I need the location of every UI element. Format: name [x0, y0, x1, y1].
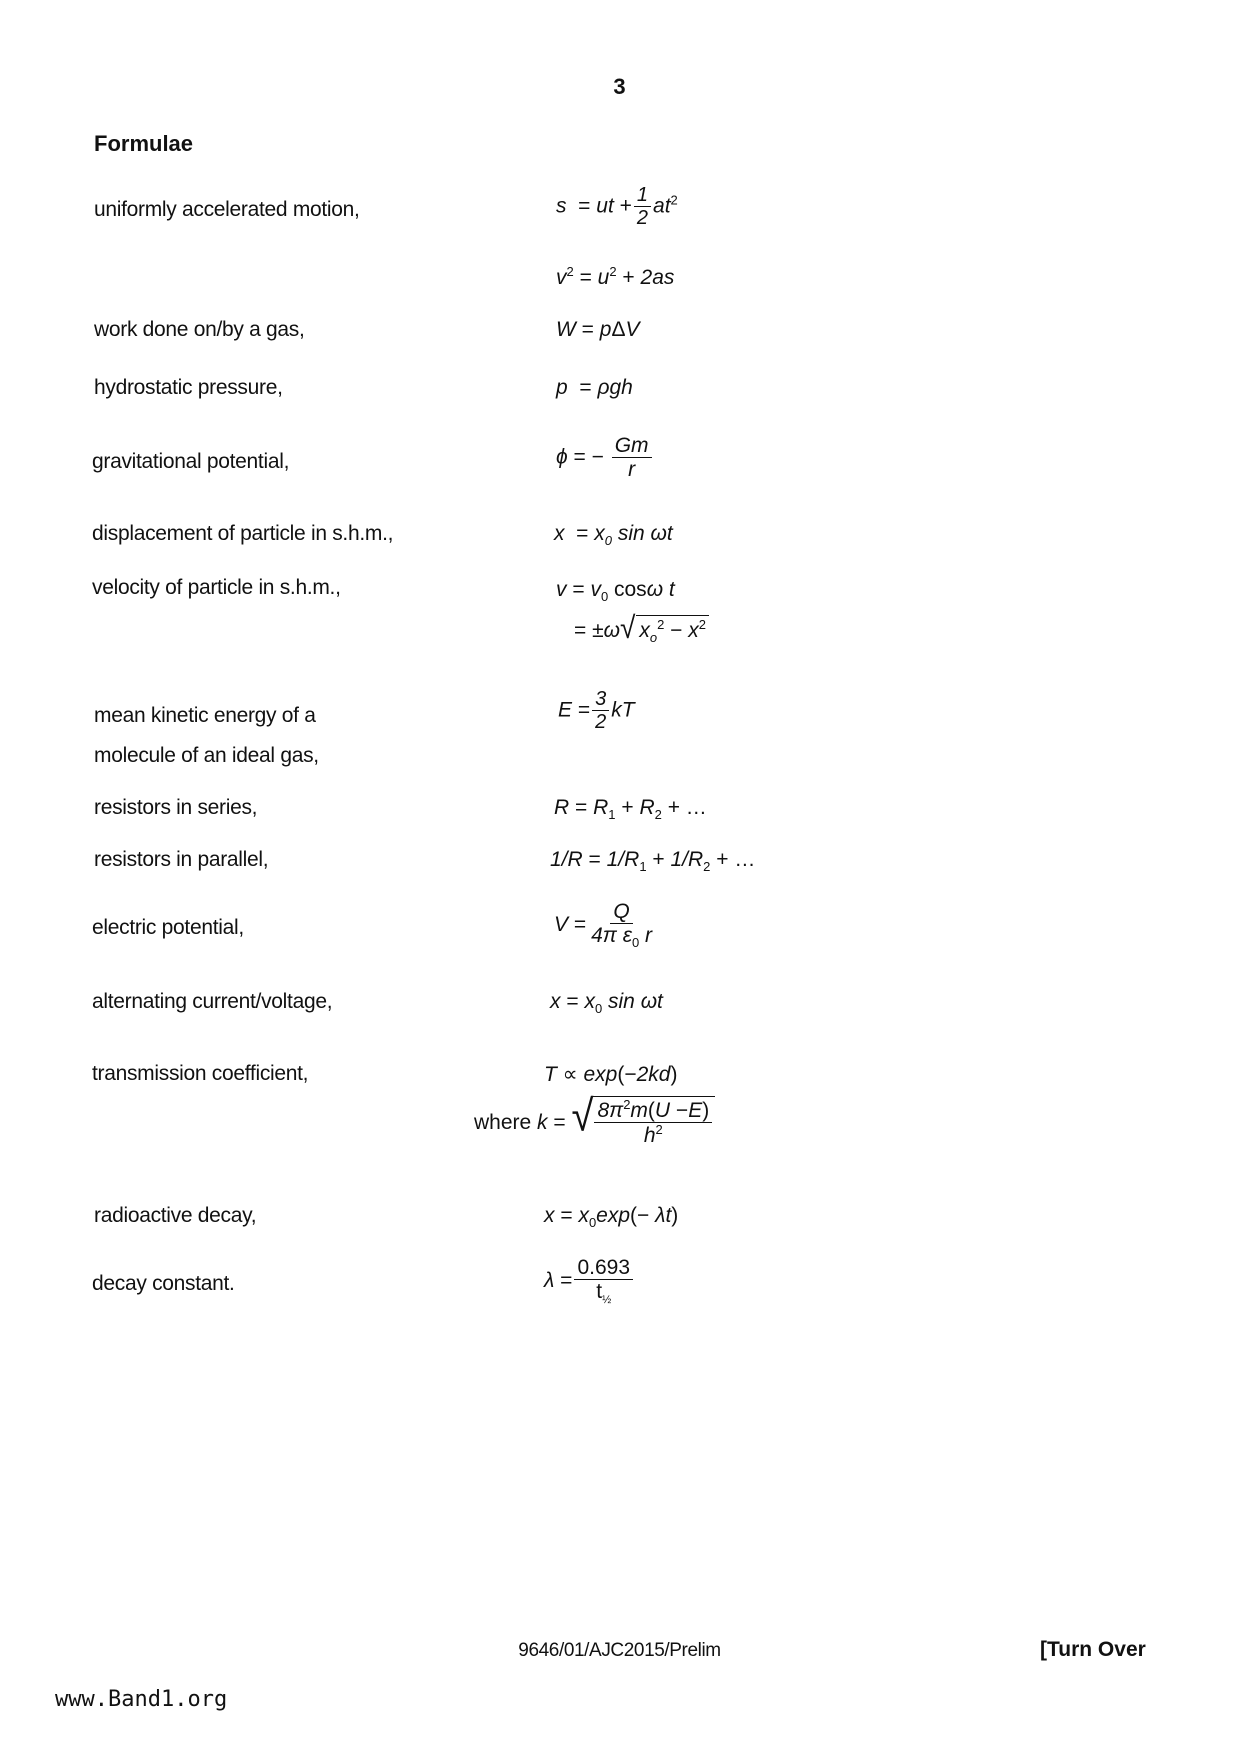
eq-shm-velocity-2: = ±ω√ $x_o^2 - x^2$ [574, 612, 709, 645]
eq-electric-potential: V = $\frac{Q}{4\pi \varepsilon_0 r}$ [554, 900, 653, 951]
eq-velocity-squared: $v^2 = u^2 + 2as$ [556, 264, 675, 289]
label-transmission: transmission coefficient, [92, 1062, 309, 1085]
label-mean-ke-1: mean kinetic energy of a [94, 704, 316, 727]
eq-mean-ke: E = $\frac{3}{2}$ kT [558, 688, 635, 733]
eq-hydrostatic: p = ρgh [556, 376, 633, 399]
label-grav-potential: gravitational potential, [92, 450, 290, 473]
eq-shm-displacement: $x = x_0$ sin ωt [554, 522, 673, 549]
formulae-heading: Formulae [94, 131, 194, 156]
label-decay-constant: decay constant. [92, 1272, 235, 1295]
label-parallel: resistors in parallel, [94, 848, 269, 871]
turn-over-note: [Turn Over [1040, 1638, 1146, 1661]
label-hydrostatic: hydrostatic pressure, [94, 376, 283, 399]
eq-ac: $x = x_0$ sin ωt [550, 990, 663, 1017]
label-work-gas: work done on/by a gas, [94, 318, 305, 341]
eq-radioactive: $x = x_0\exp(- \lambda t)$ [544, 1204, 679, 1231]
label-uniform-motion: uniformly accelerated motion, [94, 198, 360, 221]
where-text: where [474, 1111, 532, 1134]
label-shm-velocity: velocity of particle in s.h.m., [92, 576, 341, 599]
label-series: resistors in series, [94, 796, 258, 819]
document-code: 9646/01/AJC2015/Prelim [518, 1640, 721, 1661]
eq-wave-number: where k = √ $\frac{8\pi^2m(U -E)}{h^2}$ [474, 1094, 715, 1149]
decay-numerator: 0.693 [574, 1256, 633, 1280]
eq-shm-velocity-1: $v = v_0$ cosω t [556, 578, 675, 605]
eq-work: W = pΔV [556, 318, 640, 341]
watermark: www.Band1.org [55, 1687, 228, 1712]
label-shm-displacement: displacement of particle in s.h.m., [92, 522, 394, 545]
eq-grav-potential: ϕ = − $\frac{Gm}{r}$ [556, 434, 654, 482]
eq-transmission: T ∝ exp(−2kd) [544, 1063, 678, 1086]
eq-displacement: s = ut + $\frac{1}{2}$ $at^2$ [556, 184, 678, 229]
label-ac: alternating current/voltage, [92, 990, 333, 1013]
eq-series: $R = R_1 + R_2$ + … [554, 796, 707, 823]
page-number: 3 [613, 74, 626, 99]
label-radioactive: radioactive decay, [94, 1204, 257, 1227]
eq-decay-constant: λ = $\frac{0.693}{t_{\frac{1}{2}}}$ [544, 1256, 635, 1307]
eq-parallel: $1/R = 1/R_1 + 1/R_2$ + … [550, 848, 756, 875]
label-mean-ke-2: molecule of an ideal gas, [94, 744, 319, 767]
label-electric-potential: electric potential, [92, 916, 244, 939]
